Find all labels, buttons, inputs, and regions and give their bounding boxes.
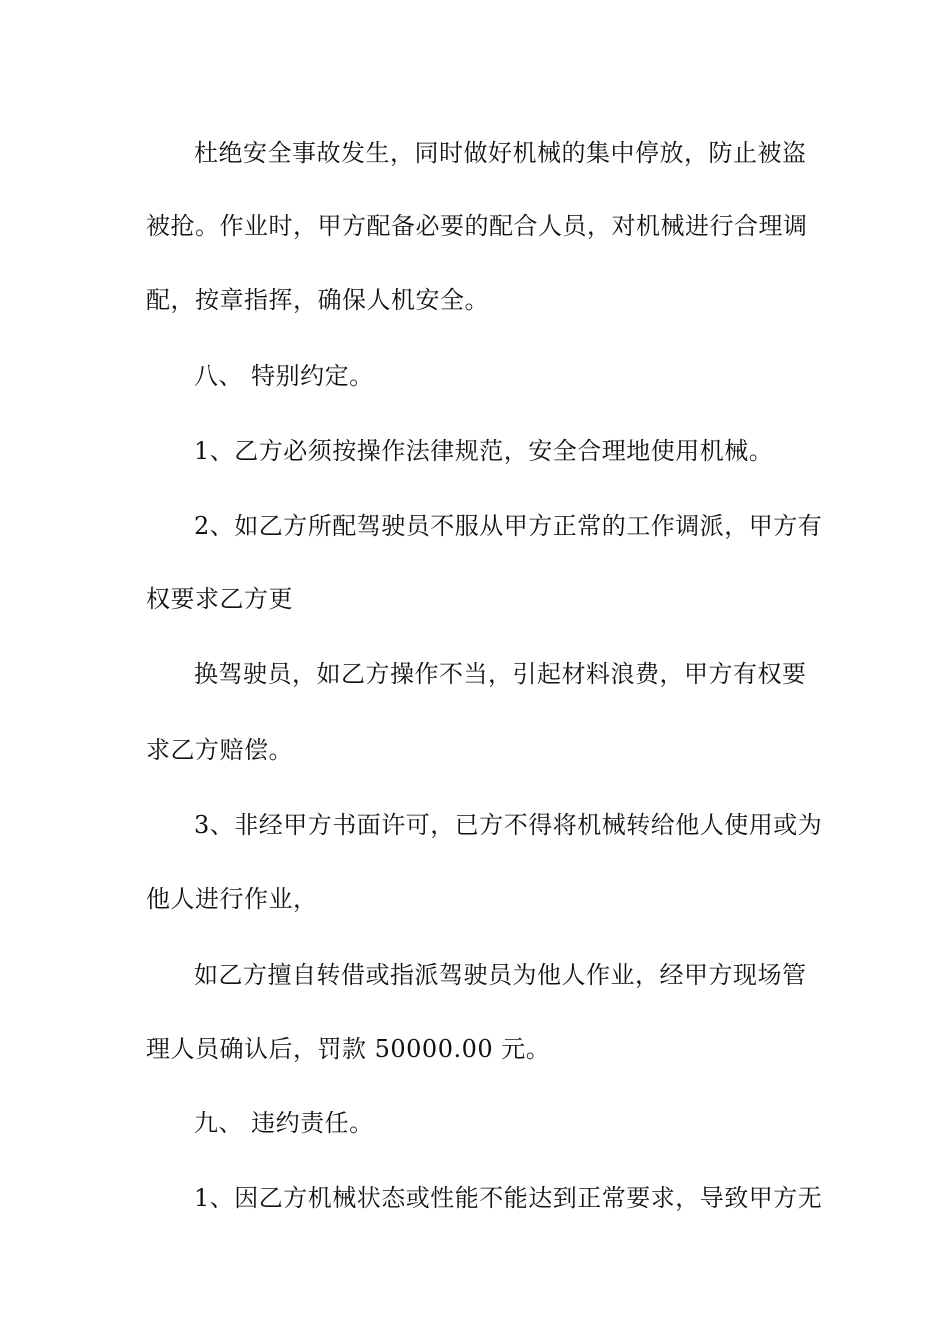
paragraph-line: 1、乙方必须按操作法律规范，安全合理地使用机械。 [194, 437, 774, 465]
paragraph-line: 换驾驶员，如乙方操作不当，引起材料浪费，甲方有权要 [194, 660, 807, 688]
paragraph-line: 3、非经甲方书面许可，已方不得将机械转给他人使用或为 [194, 811, 823, 839]
paragraph-line: 配，按章指挥，确保人机安全。 [146, 286, 489, 314]
paragraph-line: 权要求乙方更 [146, 585, 293, 613]
paragraph-line: 2、如乙方所配驾驶员不服从甲方正常的工作调派，甲方有 [194, 512, 823, 540]
paragraph-line: 被抢。作业时，甲方配备必要的配合人员，对机械进行合理调 [146, 212, 808, 240]
paragraph-line: 理人员确认后，罚款 50000.00 元。 [146, 1035, 551, 1063]
paragraph-line: 如乙方擅自转借或指派驾驶员为他人作业，经甲方现场管 [194, 961, 807, 989]
paragraph-line: 1、因乙方机械状态或性能不能达到正常要求，导致甲方无 [194, 1184, 823, 1212]
paragraph-line: 杜绝安全事故发生，同时做好机械的集中停放，防止被盗 [194, 139, 807, 167]
section-heading: 九、 违约责任。 [194, 1109, 374, 1137]
paragraph-line: 求乙方赔偿。 [146, 736, 293, 764]
paragraph-line: 他人进行作业， [146, 885, 318, 913]
section-heading: 八、 特别约定。 [194, 362, 374, 390]
